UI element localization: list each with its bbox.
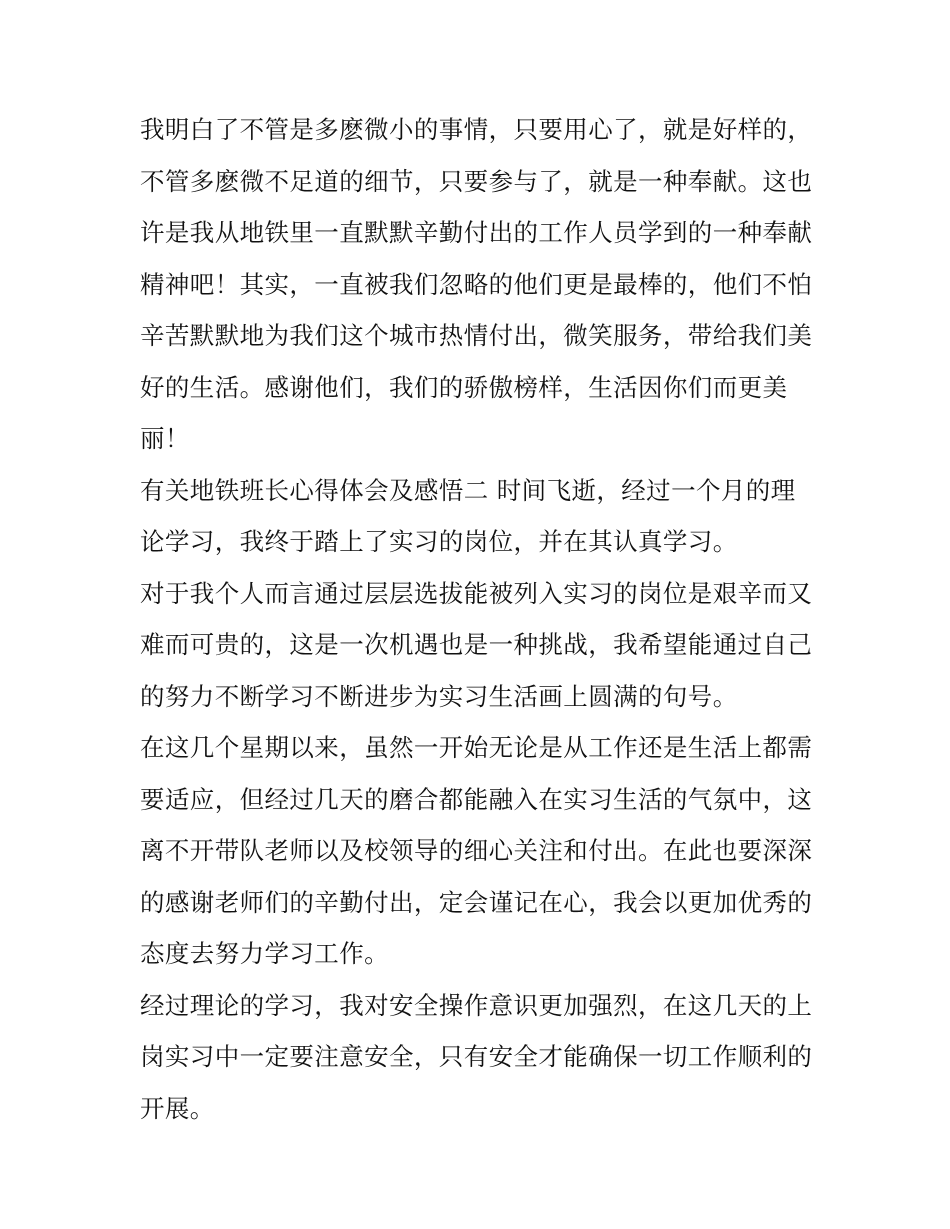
text-line: 有关地铁班长心得体会及感悟二 时间飞逝，经过一个月的理 xyxy=(140,475,796,505)
text-line: 丽！ xyxy=(140,424,190,453)
text-line: 好的生活。感谢他们，我们的骄傲榜样，生活因你们而更美 xyxy=(140,372,788,402)
text-line: 要适应，但经过几天的磨合都能融入在实习生活的气氛中，这 xyxy=(140,784,813,814)
text-line: 论学习，我终于踏上了实习的岗位，并在其认真学习。 xyxy=(140,527,738,556)
text-line: 的感谢老师们的辛勤付出，定会谨记在心，我会以更加优秀的 xyxy=(140,887,813,917)
text-line: 难而可贵的，这是一次机遇也是一种挑战，我希望能通过自己 xyxy=(140,630,813,659)
body-text xyxy=(140,104,820,1134)
text-line: 岗实习中一定要注意安全，只有安全才能确保一切工作顺利的 xyxy=(140,1042,813,1071)
text-line: 离不开带队老师以及校领导的细心关注和付出。在此也要深深 xyxy=(140,836,813,865)
text-line: 辛苦默默地为我们这个城市热情付出，微笑服务，带给我们美 xyxy=(140,321,813,350)
text-line: 开展。 xyxy=(140,1093,215,1123)
text-line: 我明白了不管是多麽微小的事情，只要用心了，就是好样的， xyxy=(140,115,813,144)
text-line: 在这几个星期以来，虽然一开始无论是从工作还是生活上都需 xyxy=(140,733,813,762)
text-line: 不管多麽微不足道的细节，只要参与了，就是一种奉献。这也 xyxy=(140,166,813,196)
text-line: 的努力不断学习不断进步为实习生活画上圆满的句号。 xyxy=(140,681,738,711)
text-line: 态度去努力学习工作。 xyxy=(140,939,389,968)
text-line: 许是我从地铁里一直默默辛勤付出的工作人员学到的一种奉献 xyxy=(140,218,813,247)
text-line: 对于我个人而言通过层层选拔能被列入实习的岗位是艰辛而又 xyxy=(140,578,813,608)
text-line: 经过理论的学习，我对安全操作意识更加强烈，在这几天的上 xyxy=(140,990,813,1020)
text-line: 精神吧！其实，一直被我们忽略的他们更是最棒的，他们不怕 xyxy=(140,269,813,299)
